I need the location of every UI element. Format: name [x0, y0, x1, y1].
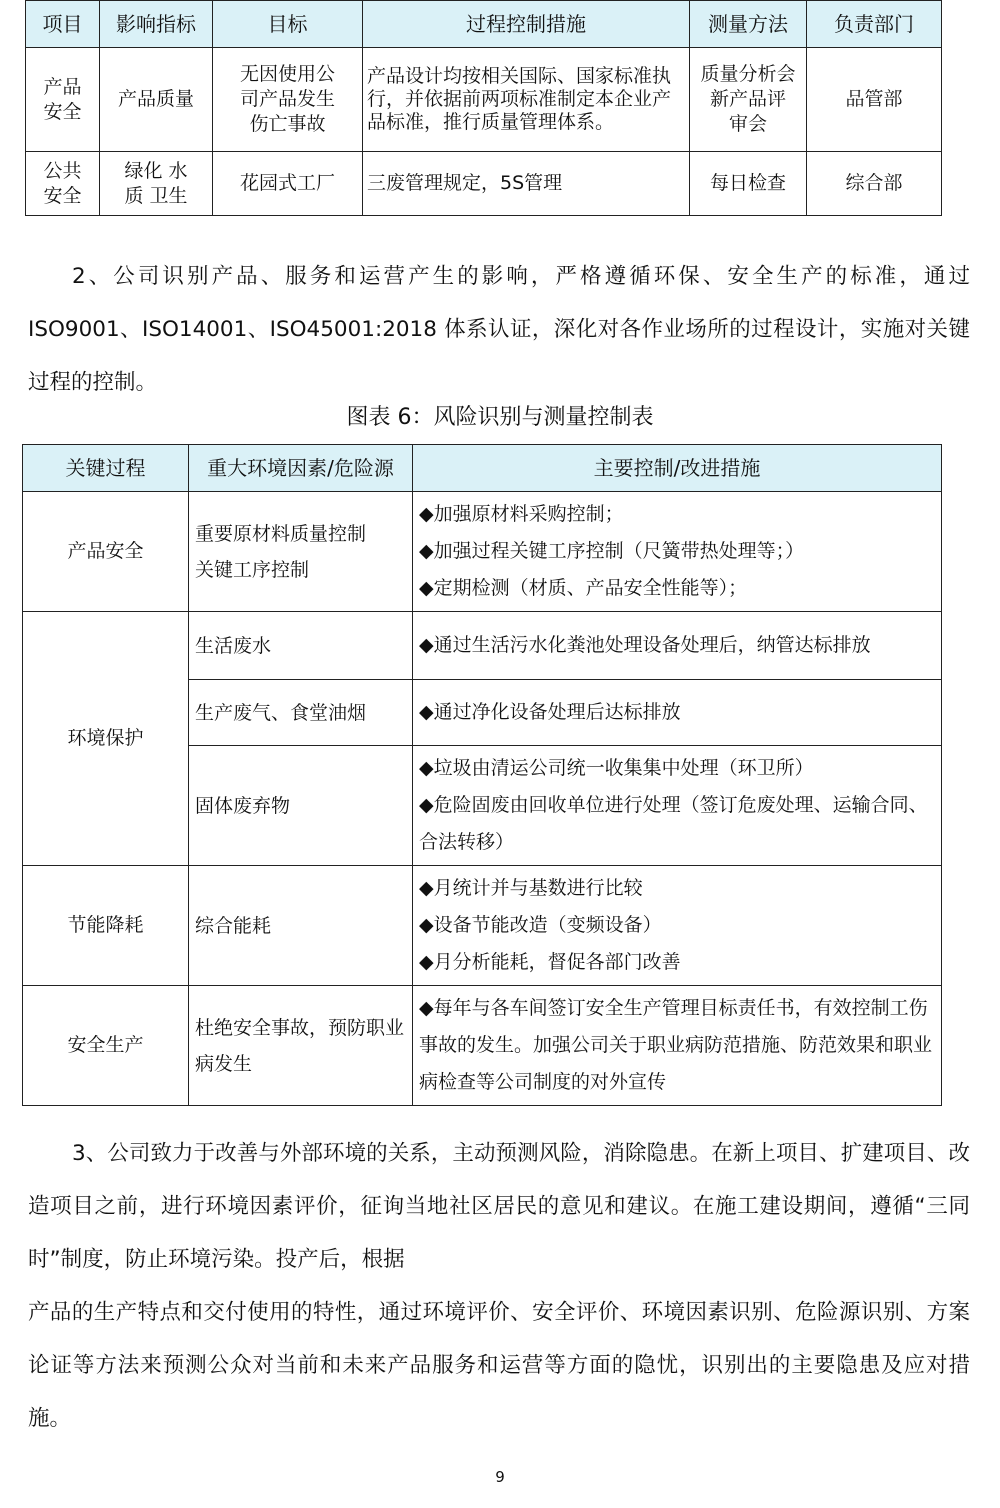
table2-header-row [23, 445, 942, 492]
process-cell: 安全生产 [23, 986, 189, 1106]
measures-cell [413, 492, 942, 612]
measure-item: ◆垃圾由清运公司统一收集集中处理（环卫所） [419, 757, 814, 779]
measure-item: ◆每年与各车间签订安全生产管理目标责任书，有效控制工伤事故的发生。加强公司关于职业病防范措施、防范效果和职业病检查等公司制度的对外宣传 [419, 997, 933, 1093]
table1-cell: 三废管理规定，5S管理 [363, 152, 690, 216]
measures-cell [413, 986, 942, 1106]
table1-cell: 花园式工厂 [213, 152, 363, 216]
table-row [26, 48, 942, 152]
measure-item: ◆设备节能改造（变频设备） [419, 914, 662, 936]
measures-cell [413, 746, 942, 866]
factor-cell: 综合能耗 [189, 866, 413, 986]
process-cell: 环境保护 [23, 612, 189, 866]
table1-cell: 每日检查 [690, 152, 807, 216]
table1-cell: 绿化 水 质 卫生 [100, 152, 213, 216]
measure-item: ◆月分析能耗，督促各部门改善 [419, 951, 681, 973]
factor-cell: 固体废弃物 [189, 746, 413, 866]
table-caption: 图表 6：风险识别与测量控制表 [346, 405, 654, 430]
table1-cell: 品管部 [807, 48, 942, 152]
table1-cell: 综合部 [807, 152, 942, 216]
table-row [23, 986, 942, 1106]
table1-header: 影响指标 [100, 1, 213, 48]
factor-cell: 生活废水 [189, 612, 413, 680]
table-row [23, 866, 942, 986]
table-row [23, 492, 942, 612]
table1-cell: 产品设计均按相关国际、国家标准执行，并依据前两项标准制定本企业产品标准，推行质量管理体系。 [363, 48, 690, 152]
process-cell: 节能降耗 [23, 866, 189, 986]
risk-control-table [22, 444, 942, 1106]
measure-item: ◆通过生活污水化粪池处理设备处理后，纳管达标排放 [419, 634, 871, 656]
table1-cell: 质量分析会 新产品评 审会 [690, 48, 807, 152]
measures-cell [413, 866, 942, 986]
table-row [26, 152, 942, 216]
page-number: 9 [495, 1468, 505, 1486]
table1-cell: 产品 安全 [26, 48, 100, 152]
measures-cell [413, 680, 942, 746]
table2-header: 重大环境因素/危险源 [189, 445, 413, 492]
table1-cell: 产品质量 [100, 48, 213, 152]
measure-item: ◆月统计并与基数进行比较 [419, 877, 643, 899]
measure-item: ◆危险固废由回收单位进行处理（签订危废处理、运输合同、合法转移） [419, 794, 928, 853]
paragraph-3-part-1: 3、公司致力于改善与外部环境的关系，主动预测风险，消除隐患。在新上项目、扩建项目、改造项目之前，进行环境因素评价，征询当地社区居民的意见和建议。在施工建设期间，遵循“三同时”制度，防止环境污染。投产后，根据 [28, 1141, 970, 1272]
factor-cell: 生产废气、食堂油烟 [189, 680, 413, 746]
paragraph-2: 2、公司识别产品、服务和运营产生的影响，严格遵循环保、安全生产的标准，通过 ISO9001、ISO14001、ISO45001:2018 体系认证，深化对各作业场所的过程设计，实施对关键过程的控制。 [28, 264, 970, 395]
measure-item: ◆加强原材料采购控制； [419, 503, 624, 525]
impact-indicator-table [25, 0, 942, 216]
table1-header: 目标 [213, 1, 363, 48]
measure-item: ◆通过净化设备处理后达标排放 [419, 701, 681, 723]
table1-cell: 公共 安全 [26, 152, 100, 216]
measure-item: ◆加强过程关键工序控制（尺簧带热处理等；） [419, 540, 805, 562]
table1-header: 负责部门 [807, 1, 942, 48]
paragraph-3-part-2: 产品的生产特点和交付使用的特性，通过环境评价、安全评价、环境因素识别、危险源识别、方案论证等方法来预测公众对当前和未来产品服务和运营等方面的隐忧，识别出的主要隐患及应对措施。 [28, 1300, 970, 1431]
table1-header: 测量方法 [690, 1, 807, 48]
table-row [23, 612, 942, 680]
table1-header: 项目 [26, 1, 100, 48]
table1-header: 过程控制措施 [363, 1, 690, 48]
factor-cell: 杜绝安全事故，预防职业病发生 [189, 986, 413, 1106]
process-cell: 产品安全 [23, 492, 189, 612]
table1-cell: 无因使用公 司产品发生 伤亡事故 [213, 48, 363, 152]
table2-header: 主要控制/改进措施 [413, 445, 942, 492]
table1-header-row [26, 1, 942, 48]
measures-cell [413, 612, 942, 680]
factor-cell: 重要原材料质量控制 关键工序控制 [189, 492, 413, 612]
table2-header: 关键过程 [23, 445, 189, 492]
measure-item: ◆定期检测（材质、产品安全性能等）； [419, 577, 748, 599]
